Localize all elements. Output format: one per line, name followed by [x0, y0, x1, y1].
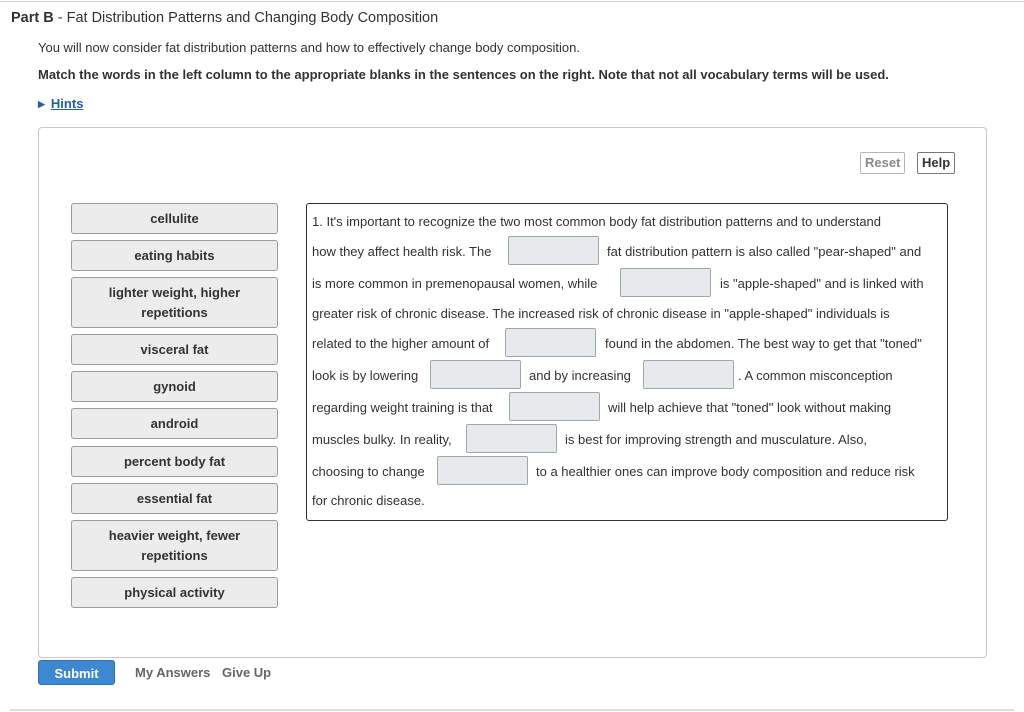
- sentence-line: . A common misconception: [738, 368, 893, 383]
- intro-text: You will now consider fat distribution patterns and how to effectively change body composition.: [38, 40, 580, 55]
- term-tile-percent-body-fat[interactable]: percent body fat: [71, 446, 278, 477]
- sentence-line: 1. It's important to recognize the two most common body fat distribution patterns and to understand: [312, 214, 882, 229]
- drop-blank-7[interactable]: [466, 424, 557, 453]
- sentence-line: regarding weight training is that: [312, 400, 493, 415]
- term-tile-cellulite[interactable]: cellulite: [71, 203, 278, 234]
- drop-blank-4[interactable]: [430, 360, 521, 389]
- sentence-line: look is by lowering: [312, 368, 419, 383]
- term-tile-android[interactable]: android: [71, 408, 278, 439]
- caret-right-icon: ▶: [38, 99, 45, 109]
- drop-blank-8[interactable]: [437, 456, 528, 485]
- drop-blank-6[interactable]: [509, 392, 600, 421]
- sentence-line: related to the higher amount of: [312, 336, 490, 351]
- submit-button[interactable]: Submit: [38, 660, 115, 685]
- sentence-line: to a healthier ones can improve body composition and reduce risk: [536, 464, 915, 479]
- term-tile-gynoid[interactable]: gynoid: [71, 371, 278, 402]
- sentence-line: choosing to change: [312, 464, 425, 479]
- term-tile-heavier-weight[interactable]: heavier weight, fewer repetitions: [71, 520, 278, 571]
- bottom-divider: [10, 709, 1014, 711]
- reset-button[interactable]: Reset: [860, 152, 905, 174]
- help-button[interactable]: Help: [917, 152, 955, 174]
- term-tile-eating-habits[interactable]: eating habits: [71, 240, 278, 271]
- drop-blank-5[interactable]: [643, 360, 734, 389]
- hints-link[interactable]: Hints: [50, 96, 84, 111]
- sentence-line: is more common in premenopausal women, while: [312, 276, 598, 291]
- hints-toggle[interactable]: [38, 96, 83, 111]
- sentence-line: will help achieve that "toned" look without making: [608, 400, 892, 415]
- sentence-line: fat distribution pattern is also called "pear-shaped" and: [607, 244, 922, 259]
- drop-blank-2[interactable]: [620, 268, 711, 297]
- my-answers-link[interactable]: My Answers: [135, 665, 211, 680]
- term-tile-lighter-weight[interactable]: lighter weight, higher repetitions: [71, 277, 278, 328]
- drop-blank-1[interactable]: [508, 236, 599, 265]
- drop-blank-3[interactable]: [505, 328, 596, 357]
- sentence-line: how they affect health risk. The: [312, 244, 492, 259]
- sentence-line: found in the abdomen. The best way to get that "toned": [605, 336, 922, 351]
- sentence-line: is "apple-shaped" and is linked with: [720, 276, 924, 291]
- sentence-line: and by increasing: [529, 368, 631, 383]
- term-tile-essential-fat[interactable]: essential fat: [71, 483, 278, 514]
- instructions-text: Match the words in the left column to the appropriate blanks in the sentences on the right. Note that not all vocabulary terms will be used.: [38, 67, 889, 82]
- part-title: Part B - Fat Distribution Patterns and Changing Body Composition: [11, 10, 439, 26]
- sentence-line: muscles bulky. In reality,: [312, 432, 452, 447]
- term-tile-visceral-fat[interactable]: visceral fat: [71, 334, 278, 365]
- sentence-line: greater risk of chronic disease. The increased risk of chronic disease in "apple-shaped" individuals is: [312, 306, 890, 321]
- sentence-line: for chronic disease.: [312, 493, 425, 508]
- give-up-link[interactable]: Give Up: [222, 665, 272, 680]
- sentence-line: is best for improving strength and musculature. Also,: [565, 432, 868, 447]
- top-divider: [0, 1, 1024, 2]
- term-tile-physical-activity[interactable]: physical activity: [71, 577, 278, 608]
